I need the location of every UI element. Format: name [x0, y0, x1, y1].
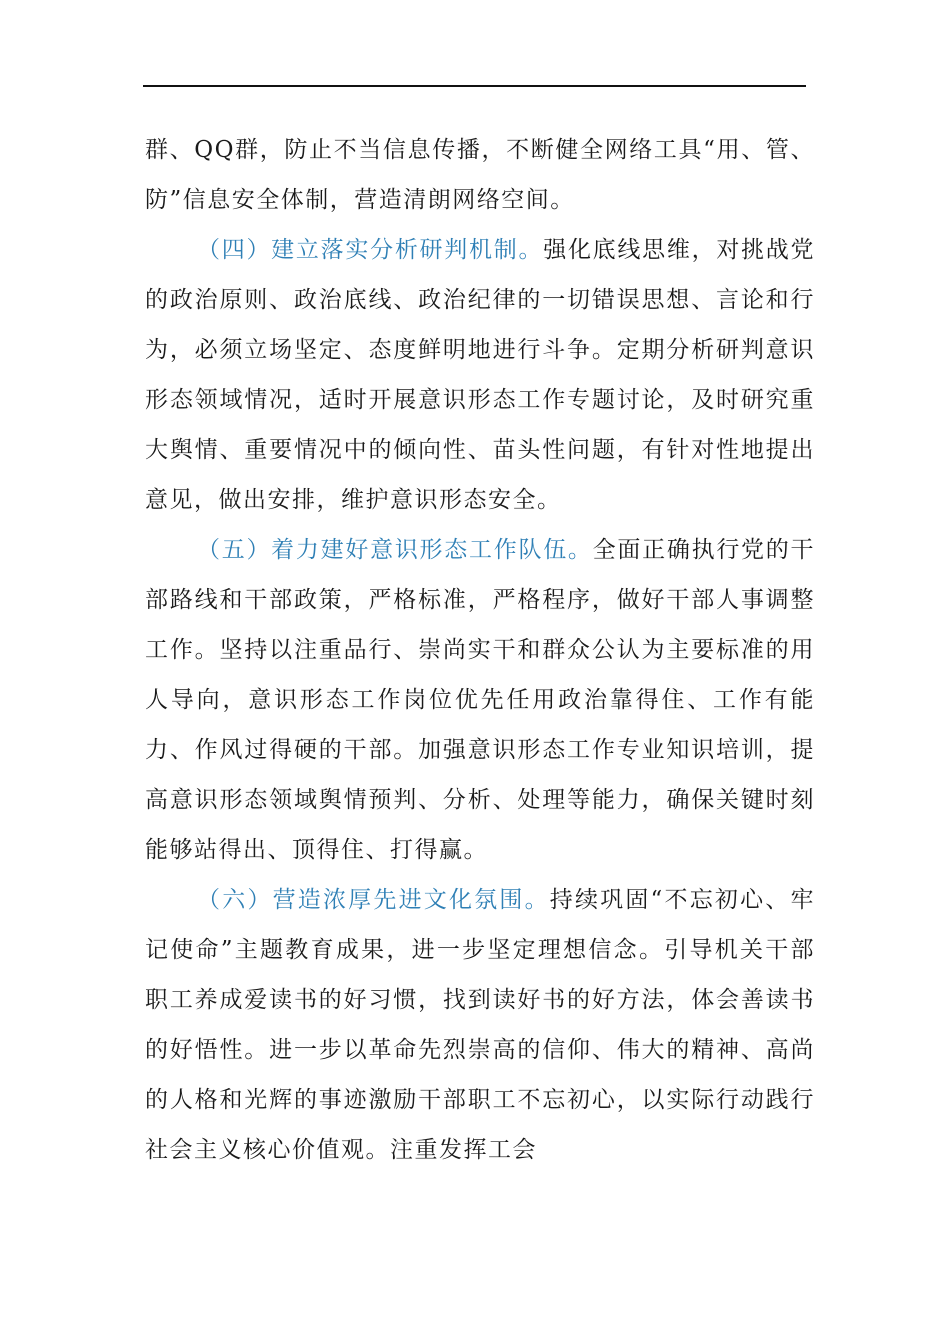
paragraph-heading: （六）营造浓厚先进文化氛围。 — [197, 887, 550, 913]
paragraph-section-5 — [145, 525, 815, 875]
paragraph-continuation — [145, 125, 815, 225]
paragraph-text: 全面正确执行党的干部路线和干部政策，严格标准，严格程序，做好干部人事调整工作。坚持以注重品行、崇尚实干和群众公认为主要标准的用人导向，意识形态工作岗位优先任用政治靠得住、工作有能力、作风过得硬的干部。加强意识形态工作专业知识培训，提高意识形态领域舆情预判、分析、处理等能力，确保关键时刻能够站得出、顶得住、打得赢。 — [145, 537, 816, 863]
paragraph-text: 群、QQ群，防止不当信息传播，不断健全网络工具“用、管、防”信息安全体制，营造清朗网络空间。 — [145, 137, 815, 213]
document-body — [145, 125, 815, 1175]
paragraph-text: 强化底线思维，对挑战党的政治原则、政治底线、政治纪律的一切错误思想、言论和行为，必须立场坚定、态度鲜明地进行斗争。定期分析研判意识形态领域情况，适时开展意识形态工作专题讨论，及时研究重大舆情、重要情况中的倾向性、苗头性问题，有针对性地提出意见，做出安排，维护意识形态安全。 — [145, 237, 816, 513]
paragraph-heading: （四）建立落实分析研判机制。 — [197, 237, 544, 263]
paragraph-section-4 — [145, 225, 815, 525]
paragraph-section-6 — [145, 875, 815, 1175]
paragraph-heading: （五）着力建好意识形态工作队伍。 — [197, 537, 593, 563]
header-rule — [143, 85, 806, 87]
paragraph-text: 持续巩固“不忘初心、牢记使命”主题教育成果，进一步坚定理想信念。引导机关干部职工养成爱读书的好习惯，找到读好书的好方法，体会善读书的好悟性。进一步以革命先烈崇高的信仰、伟大的精神、高尚的人格和光辉的事迹激励干部职工不忘初心，以实际行动践行社会主义核心价值观。注重发挥工会 — [145, 887, 815, 1163]
